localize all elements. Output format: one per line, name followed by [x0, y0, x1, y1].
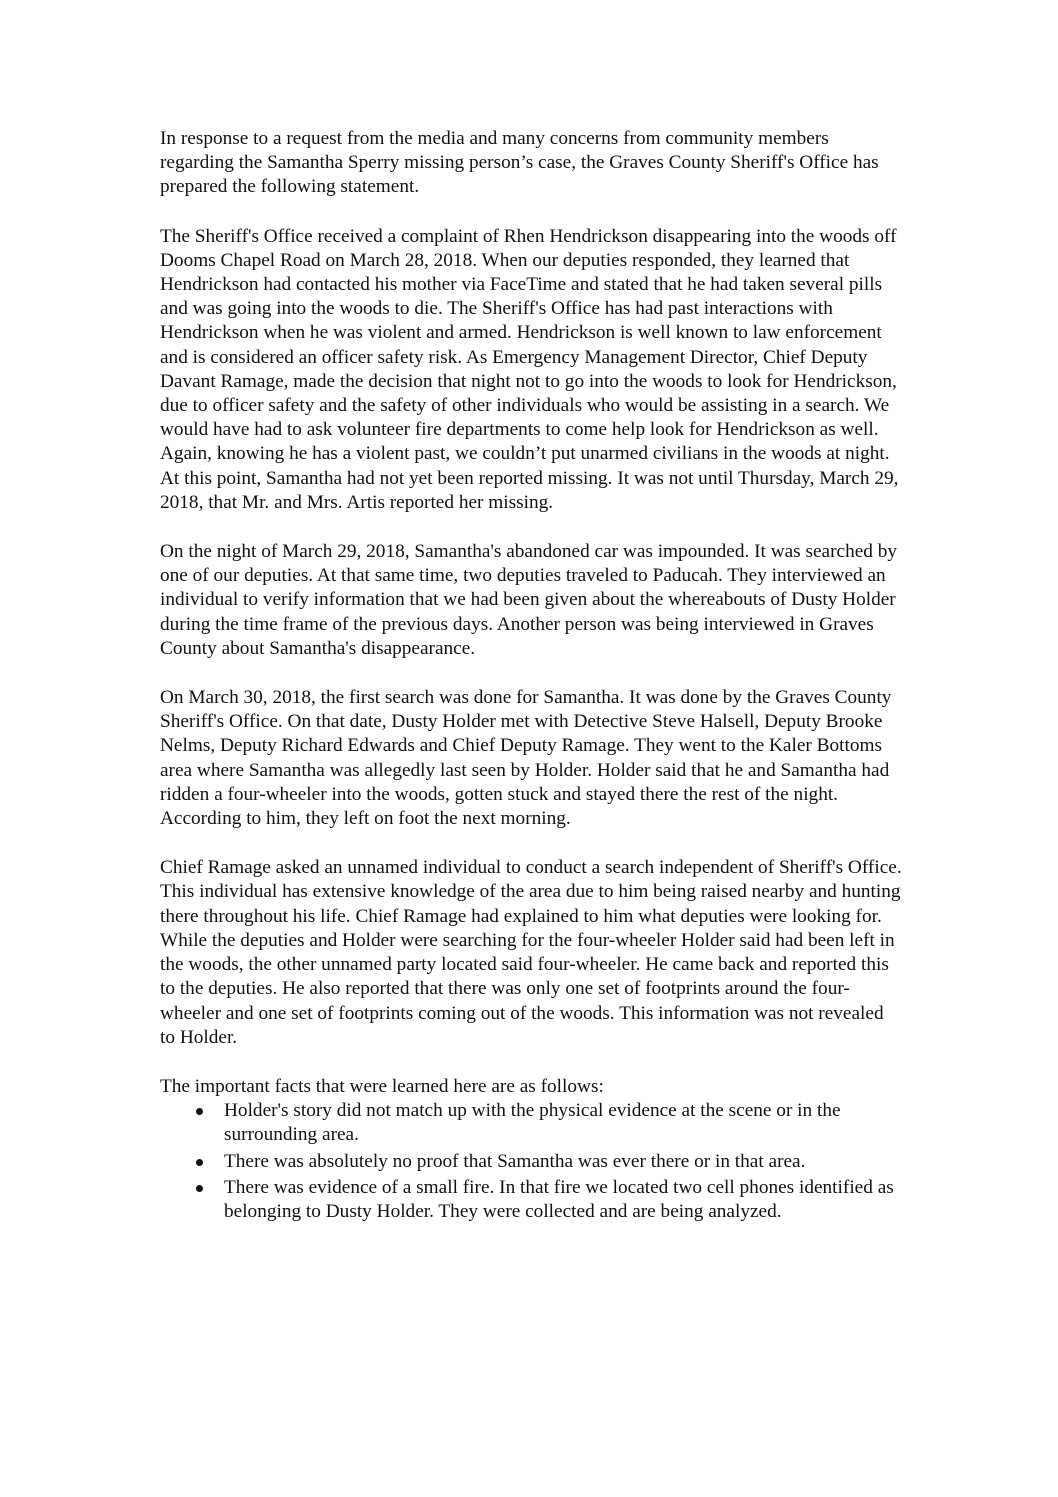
fact-text: There was evidence of a small fire. In that fire we located two cell phones identified as belonging to Dusty Holder. They were collected and are being analyzed.	[224, 1176, 894, 1222]
list-item	[160, 1176, 902, 1224]
facts-list	[160, 1099, 902, 1224]
paragraph-first-search: On March 30, 2018, the first search was done for Samantha. It was done by the Graves County Sheriff's Office. On that date, Dusty Holder met with Detective Steve Halsell, Deputy Brooke Nelms, Deputy Richard Edwards and Chief Deputy Ramage. They went to the Kaler Bottoms area where Samantha was allegedly last seen by Holder. Holder said that he and Samantha had ridden a four-wheeler into the woods, gotten stuck and stayed there the rest of the night. According to him, they left on foot the next morning.	[160, 687, 892, 830]
bullet-icon	[196, 1185, 203, 1192]
paragraph-facts-intro: The important facts that were learned here are as follows:	[160, 1075, 604, 1097]
fact-text: There was absolutely no proof that Samantha was ever there or in that area.	[224, 1150, 806, 1172]
document-body	[160, 127, 902, 1226]
paragraph-intro: In response to a request from the media and many concerns from community members regarding the Samantha Sperry missing person’s case, the Graves County Sheriff's Office has prepared the following statement.	[160, 128, 879, 198]
bullet-icon	[196, 1108, 203, 1115]
bullet-icon	[196, 1159, 203, 1166]
list-item	[160, 1099, 902, 1147]
list-item	[160, 1150, 902, 1174]
fact-text: Holder's story did not match up with the physical evidence at the scene or in the surrounding area.	[224, 1100, 841, 1146]
paragraph-car-impounded: On the night of March 29, 2018, Samantha's abandoned car was impounded. It was searched by one of our deputies. At that same time, two deputies traveled to Paducah. They interviewed an individual to verify information that we had been given about the whereabouts of Dusty Holder during the time frame of the previous days. Another person was being interviewed in Graves County about Samantha's disappearance.	[160, 541, 898, 659]
paragraph-independent-search: Chief Ramage asked an unnamed individual to conduct a search independent of Sheriff's Office. This individual has extensive knowledge of the area due to him being raised nearby and hunting there throughout his life. Chief Ramage had explained to him what deputies were looking for. While the deputies and Holder were searching for the four-wheeler Holder said had been left in the woods, the other unnamed party located said four-wheeler. He came back and reported this to the deputies. He also reported that there was only one set of footprints around the four-wheeler and one set of footprints coming out of the woods. This information was not revealed to Holder.	[160, 857, 902, 1048]
paragraph-hendrickson-complaint: The Sheriff's Office received a complaint of Rhen Hendrickson disappearing into the woods off Dooms Chapel Road on March 28, 2018. When our deputies responded, they learned that Hendrickson had contacted his mother via FaceTime and stated that he had taken several pills and was going into the woods to die. The Sheriff's Office has had past interactions with Hendrickson when he was violent and armed. Hendrickson is well known to law enforcement and is considered an officer safety risk. As Emergency Management Director, Chief Deputy Davant Ramage, made the decision that night not to go into the woods to look for Hendrickson, due to officer safety and the safety of other individuals who would be assisting in a search. We would have had to ask volunteer fire departments to come help look for Hendrickson as well. Again, knowing he has a violent past, we couldn’t put unarmed civilians in the woods at night. At this point, Samantha had not yet been reported missing. It was not until Thursday, March 29, 2018, that Mr. and Mrs. Artis reported her missing.	[160, 225, 899, 513]
